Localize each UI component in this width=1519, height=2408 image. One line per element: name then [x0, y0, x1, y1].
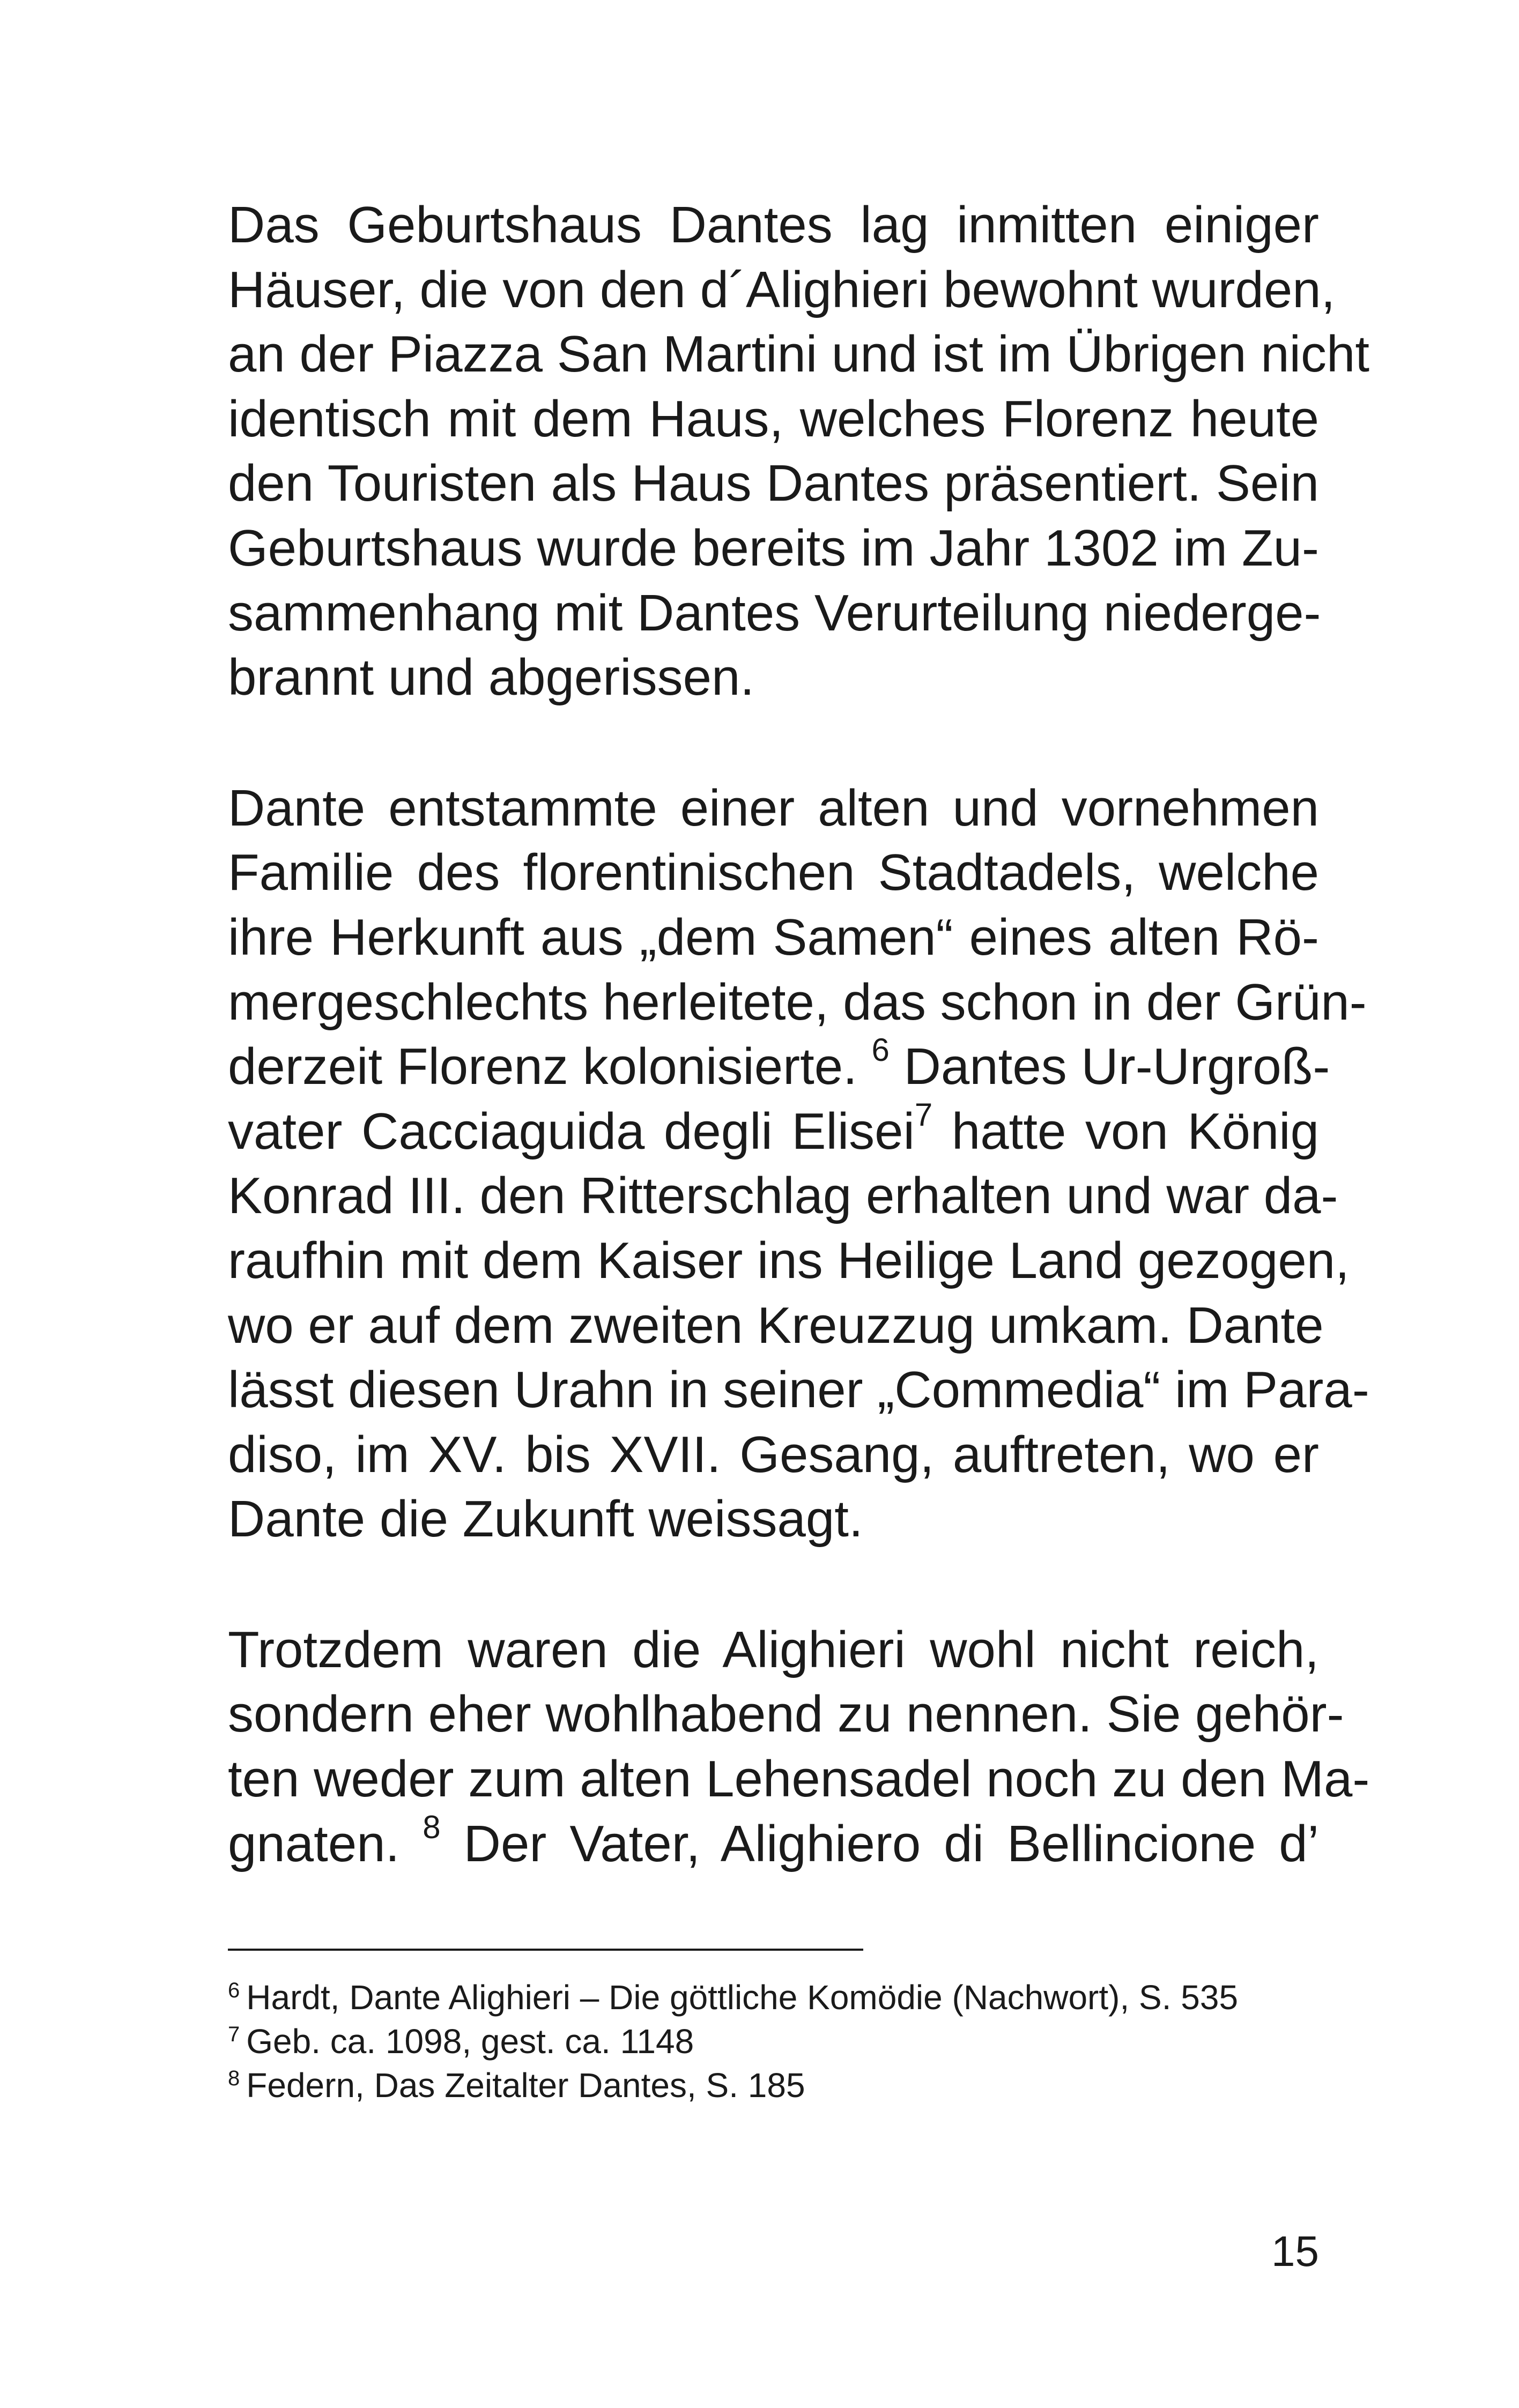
text-line: mergeschlechts herleitete, das schon in der Grün-: [228, 973, 1367, 1031]
footnote-8: [228, 2063, 1319, 2107]
text-line: diso, im XV. bis XVII. Gesang, auftreten, wo er: [228, 1425, 1319, 1483]
text-line: lässt diesen Urahn in seiner „Commedia“ im Para-: [228, 1361, 1369, 1419]
footnote-number: 6: [228, 1978, 240, 2002]
footnote-number: 7: [228, 2022, 240, 2046]
body-text: [228, 193, 1370, 1942]
footnote-text: Hardt, Dante Alighieri – Die göttliche Komödie (Nachwort), S. 535: [246, 1978, 1239, 2017]
text-line: raufhin mit dem Kaiser ins Heilige Land gezogen,: [228, 1231, 1350, 1289]
text-line: wo er auf dem zweiten Kreuzzug umkam. Dante: [228, 1296, 1324, 1354]
footnotes: [228, 1975, 1319, 2107]
footnote-number: 8: [228, 2066, 240, 2090]
text-line: an der Piazza San Martini und ist im Übrigen nicht: [228, 325, 1370, 383]
paragraph-1: [228, 193, 1370, 710]
text-line: identisch mit dem Haus, welches Florenz heute: [228, 390, 1319, 448]
text-line: sondern eher wohlhabend zu nennen. Sie gehör-: [228, 1685, 1344, 1743]
footnote-ref-8[interactable]: 8: [423, 1809, 441, 1845]
footnote-7: [228, 2019, 1319, 2063]
footnote-ref-6[interactable]: 6: [871, 1032, 890, 1068]
text-line: den Touristen als Haus Dantes präsentiert. Sein: [228, 455, 1319, 512]
text-line: Dante die Zukunft weissagt.: [228, 1490, 863, 1548]
text-line: brannt und abgerissen.: [228, 649, 755, 707]
footnote-6: [228, 1975, 1319, 2019]
text-line: vater Cacciaguida degli Elisei$^7$ hatte von König: [228, 1096, 1319, 1160]
text-line: gnaten. $^8$ Der Vater, Alighiero di Bellincione d’: [228, 1809, 1320, 1872]
text-line: Das Geburtshaus Dantes lag inmitten einiger: [228, 196, 1319, 254]
footnote-text: Federn, Das Zeitalter Dantes, S. 185: [246, 2066, 805, 2105]
text-line: Geburtshaus wurde bereits im Jahr 1302 im Zu-: [228, 519, 1319, 577]
footnote-text: Geb. ca. 1098, gest. ca. 1148: [246, 2022, 694, 2061]
text-line: derzeit Florenz kolonisierte. $^6$ Dantes Ur-Urgroß-: [228, 1032, 1330, 1096]
paragraph-3: [228, 1618, 1370, 1876]
paragraph-2: [228, 776, 1369, 1552]
text-line: Familie des florentinischen Stadtadels, welche: [228, 844, 1319, 902]
footnote-ref-7[interactable]: 7: [914, 1096, 933, 1133]
text-line: Häuser, die von den d´Alighieri bewohnt wurden,: [228, 261, 1336, 318]
text-line: Konrad III. den Ritterschlag erhalten und war da-: [228, 1167, 1338, 1225]
text-line: Trotzdem waren die Alighieri wohl nicht reich,: [228, 1621, 1319, 1678]
footnote-divider: [228, 1949, 863, 1951]
text-line: sammenhang mit Dantes Verurteilung niederge-: [228, 584, 1321, 642]
text-line: Dante entstammte einer alten und vornehmen: [228, 779, 1319, 837]
text-line: ten weder zum alten Lehensadel noch zu den Ma-: [228, 1750, 1370, 1808]
text-line: ihre Herkunft aus „dem Samen“ eines alten Rö-: [228, 908, 1319, 966]
page-number: 15: [1271, 2227, 1319, 2275]
